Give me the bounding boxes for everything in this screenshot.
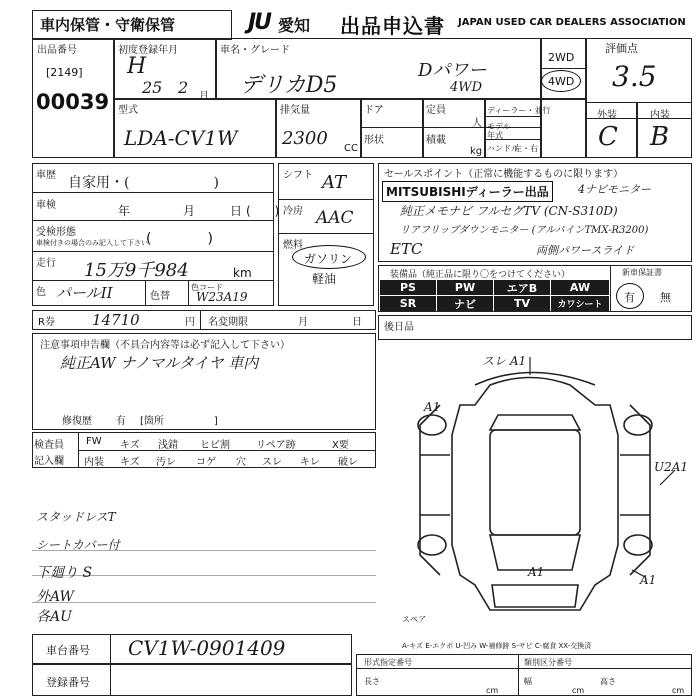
vehicle-drive: 4WD <box>450 80 483 95</box>
repair-label: 修復歴 <box>62 416 92 427</box>
after-items-block <box>378 315 692 340</box>
mark-left: A1 <box>424 400 441 414</box>
chassis-value: CV1W-0901409 <box>128 636 286 660</box>
mileage-label: 走行 <box>36 258 56 269</box>
reg-label: 初度登録年月 <box>118 45 178 56</box>
lot-number: 00039 <box>36 90 110 114</box>
inspector-label-2: 記入欄 <box>34 456 64 467</box>
equip-leather: カワシート <box>551 296 609 311</box>
rating-score: 3.5 <box>612 60 657 93</box>
cert-width-unit: cm <box>572 686 585 695</box>
reg-month: 2 <box>178 78 189 97</box>
color-value: パールII <box>56 284 113 302</box>
repair-value: 有 <box>116 416 126 427</box>
spare-label: スペア <box>402 615 426 624</box>
insp-r2-1: キズ <box>120 457 140 468</box>
insp-r1-5: X要 <box>332 440 349 451</box>
org-name: 愛知 <box>278 16 311 35</box>
mark-bottom-mid: A1 <box>528 565 545 579</box>
warranty-no: 無 <box>660 291 671 304</box>
inspection-day: 日 <box>230 204 243 218</box>
equip-pw: PW <box>437 280 493 295</box>
vehicle-name: デリカD5 <box>240 73 338 98</box>
dealer-badge: MITSUBISHIディーラー出品 <box>382 181 553 202</box>
equip-aw: AW <box>551 280 609 295</box>
warranty-yes: 有 <box>624 291 635 304</box>
insp-r2-6: キレ <box>300 457 320 468</box>
insp-r2-2: 汚レ <box>156 457 176 468</box>
sp-line-1: 4ナビモニター <box>578 183 651 196</box>
name-change-month: 月 <box>298 317 308 328</box>
damage-legend: A-キズ E-エクボ U-凹み W-補修跡 S-サビ C-腐食 XX-交換済 <box>402 642 592 650</box>
recycle-label: R券 <box>38 317 55 328</box>
shift-value: AT <box>322 172 347 193</box>
color-code-label: 色コード <box>191 283 223 292</box>
free-note-3: 下廻り S <box>36 565 93 581</box>
receipt-sublabel: 車検付きの場合のみ記入して下さい <box>36 239 148 247</box>
history-label: 車歴 <box>36 170 56 181</box>
reg-era: H <box>127 54 147 79</box>
lot-label: 出品番号 <box>37 45 77 56</box>
sp-line-4: ETC <box>390 240 423 258</box>
cert-length-unit: cm <box>486 686 499 695</box>
insp-r2-5: スレ <box>262 457 282 468</box>
equip-tv: TV <box>494 296 550 311</box>
rating-ext: C <box>598 122 618 152</box>
rating-int-label: 内装 <box>650 110 670 121</box>
free-note-2: シートカバー付 <box>36 538 120 552</box>
sp-line-2: 純正メモナビ フルセグTV (CN-S310D) <box>400 204 618 218</box>
insp-r2-4: 穴 <box>236 457 246 468</box>
color-change-label: 色替 <box>150 291 170 302</box>
recycle-row <box>32 310 376 330</box>
mark-top: スレ A1 <box>482 354 527 368</box>
insp-r1-2: 浅錆 <box>158 440 178 451</box>
sp-line-3: リアフリップダウンモニター (アルパインTMX-R3200) <box>400 225 649 236</box>
insp-r1-4: リペア跡 <box>256 440 296 451</box>
rating-int: B <box>650 122 670 152</box>
equip-sr: SR <box>380 296 436 311</box>
recycle-unit: 円 <box>185 317 195 328</box>
notes-label: 注意事項申告欄（不具合内容等は必ず記入して下さい） <box>40 340 290 351</box>
mileage-unit: km <box>233 266 252 280</box>
drive-4wd-circle <box>541 70 581 92</box>
recycle-value: 14710 <box>92 311 140 329</box>
form-title: 出品申込書 <box>340 14 445 38</box>
fuel-value: ガソリン <box>304 252 353 266</box>
cert-height-label: 高さ <box>600 677 616 686</box>
cert-width-label: 幅 <box>524 677 532 686</box>
after-label: 後日品 <box>384 322 414 333</box>
equip-navi: ナビ <box>437 296 493 311</box>
fuel-option: 軽油 <box>312 272 337 286</box>
model-year-label: モデル年式 <box>487 122 511 140</box>
rating-ext-label: 外装 <box>597 110 617 121</box>
fuel-circle <box>292 245 366 269</box>
inspection-label: 車検 <box>36 200 56 211</box>
model-code: LDA-CV1W <box>124 126 238 150</box>
color-code: W23A19 <box>196 290 248 304</box>
model-label: 型式 <box>118 105 138 116</box>
history-value: 自家用・( ) <box>68 175 219 191</box>
insp-r1-1: キズ <box>120 440 140 451</box>
org-name-en: JAPAN USED CAR DEALERS ASSOCIATION <box>458 17 686 28</box>
load-label: 積載 <box>426 135 446 146</box>
name-change-day: 日 <box>352 317 362 328</box>
insp-r1-0: FW <box>86 436 102 447</box>
shift-label: シフト <box>283 170 313 181</box>
insp-r2-7: 破レ <box>338 457 358 468</box>
equipment-label: 装備品（純正品に限り〇をつけてください） <box>390 270 571 280</box>
sp-line-5: 両側パワースライド <box>536 244 635 257</box>
receipt-paren: ( ) <box>146 231 213 247</box>
capacity-unit: 人 <box>472 118 482 129</box>
reg-month-unit: 月 <box>199 91 209 102</box>
rating-label: 評価点 <box>605 42 638 55</box>
inspection-paren: ( ) <box>246 204 280 218</box>
inspection-month: 月 <box>183 204 196 218</box>
engine-value: 2300 <box>282 128 328 149</box>
insp-r2-0: 内装 <box>84 457 104 468</box>
insp-r1-3: ヒビ割 <box>200 440 230 451</box>
name-change-label: 名変期限 <box>208 317 248 328</box>
storage-label: 車内保管・守衛保管 <box>40 16 176 34</box>
mark-right: U2A1 <box>654 460 689 474</box>
notes-value: 純正AW ナノマルタイヤ 車内 <box>60 354 259 372</box>
repair-bracket: [箇所 ] <box>140 416 218 427</box>
chassis-label: 車台番号 <box>46 644 90 657</box>
cooling-value: AAC <box>316 208 354 228</box>
engine-unit: CC <box>344 143 358 154</box>
capacity-label: 定員 <box>426 105 446 116</box>
inspector-label-1: 検査員 <box>34 440 64 451</box>
warranty-label: 新車保証書 <box>622 268 662 277</box>
drive-opt-4wd: 4WD <box>548 75 575 88</box>
reg-number-label: 登録番号 <box>46 676 90 689</box>
handle-opts: 左・右 <box>514 144 538 153</box>
equip-airbag: エアB <box>494 280 550 295</box>
mileage-value: 15万9千984 <box>84 260 189 281</box>
lot-code: [2149] <box>46 66 83 79</box>
car-damage-diagram <box>380 345 692 630</box>
free-note-4: 外AW <box>36 589 74 605</box>
handle-label: ハンドル <box>487 144 519 153</box>
load-unit: kg <box>470 146 483 157</box>
cert-height-unit: cm <box>672 686 685 695</box>
engine-label: 排気量 <box>280 105 310 116</box>
mark-bottom-right: A1 <box>640 573 657 587</box>
reg-year: 25 <box>142 78 163 97</box>
color-label: 色 <box>36 287 46 298</box>
fuel-label: 燃料 <box>283 240 303 251</box>
vehicle-grade: Dパワー <box>418 60 487 81</box>
equip-ps: PS <box>380 280 436 295</box>
free-note-5: 各AU <box>36 609 72 625</box>
inspection-year: 年 <box>118 204 131 218</box>
free-note-1: スタッドレスT <box>36 510 116 524</box>
cert-length-label: 長さ <box>364 677 380 686</box>
insp-r2-3: コゲ <box>196 457 216 468</box>
ju-logo: JU <box>248 10 271 35</box>
vehicle-name-label: 車名・グレード <box>220 45 290 56</box>
doors-label: ドア <box>364 105 384 116</box>
cooling-label: 冷房 <box>283 206 303 217</box>
receipt-label: 受検形態 <box>36 227 76 238</box>
dealer-label: ディーラー・並行 <box>487 106 551 115</box>
warranty-circle <box>616 283 644 309</box>
cert-spec-label: 形式指定番号 <box>364 658 412 667</box>
drive-opt-2wd: 2WD <box>548 51 575 64</box>
selling-points-label: セールスポイント（正常に機能するものに限ります） <box>384 169 624 180</box>
shape-label: 形状 <box>364 135 384 146</box>
cert-class-label: 類別区分番号 <box>524 658 572 667</box>
